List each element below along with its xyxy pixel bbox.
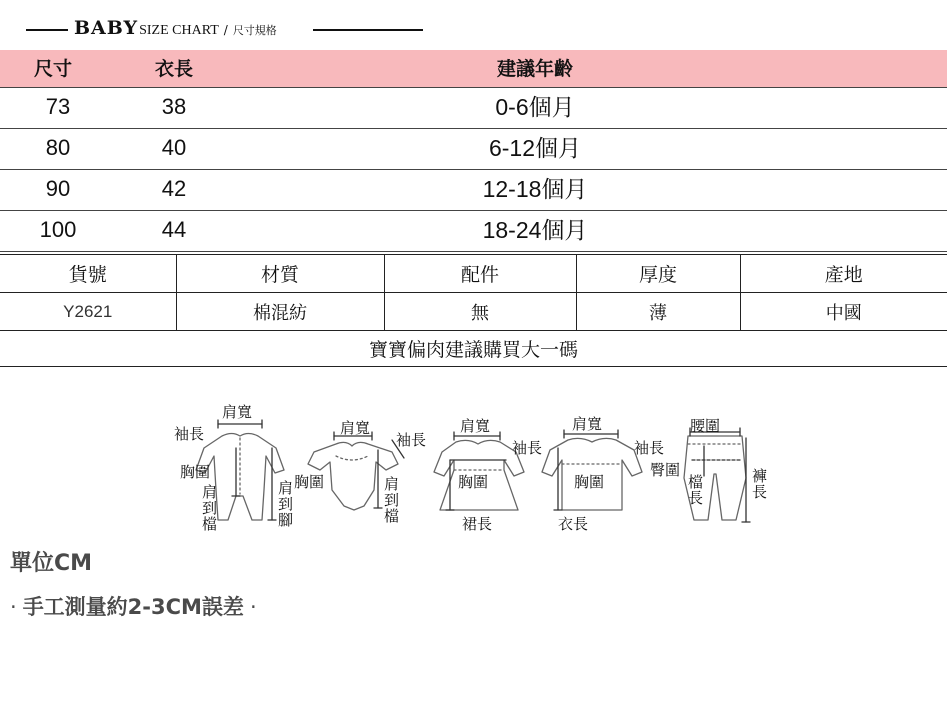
- info-value-thickness: 薄: [576, 293, 740, 331]
- pants-rise-label: 檔長: [688, 473, 704, 507]
- length-value: 38: [161, 94, 187, 119]
- size-value: 80: [45, 135, 71, 160]
- product-info-table: [0, 254, 947, 367]
- info-note-row: [0, 331, 947, 367]
- age-value: 6-12個月: [488, 135, 582, 161]
- romper-sleeve-label: 袖長: [174, 425, 205, 443]
- top-sleeve-label: 袖長: [634, 439, 665, 457]
- remark-text: 手工測量約2-3CM誤差: [22, 595, 244, 619]
- title-rule-left: [26, 29, 68, 31]
- title-main: BABY: [74, 17, 139, 39]
- romper-shoulder-foot-label: 肩到腳: [278, 479, 294, 529]
- size-table-header: [0, 50, 947, 87]
- dress-chest-label: 胸圍: [458, 473, 489, 491]
- length-value: 44: [161, 217, 187, 242]
- info-value-accessory: 無: [384, 293, 576, 331]
- chart-title: [0, 0, 947, 50]
- dress-sketch: [434, 432, 524, 510]
- info-value-material: 棉混紡: [176, 293, 384, 331]
- age-value: 0-6個月: [495, 94, 575, 120]
- measurement-diagram: [160, 398, 780, 548]
- info-value-code: Y2621: [0, 293, 176, 331]
- size-value: 73: [45, 94, 71, 119]
- size-row: [0, 169, 947, 210]
- pants-hip-label: 臀圍: [650, 461, 681, 479]
- size-row: [0, 210, 947, 252]
- info-header-row: [0, 255, 947, 293]
- title-rule-right: [313, 29, 423, 31]
- top-shoulder-label: 肩寬: [572, 415, 603, 433]
- bullet: ·: [249, 595, 257, 619]
- size-row: [0, 128, 947, 169]
- dress-skirt-label: 裙長: [462, 515, 493, 533]
- info-header-code: 貨號: [0, 255, 176, 293]
- pants-length-label: 褲長: [752, 467, 768, 501]
- title-slash: /: [223, 23, 228, 37]
- info-header-accessory: 配件: [384, 255, 576, 293]
- length-value: 42: [161, 176, 187, 201]
- title-sub: SIZE CHART: [139, 23, 219, 38]
- header-length: 衣長: [154, 58, 193, 80]
- size-row: [0, 87, 947, 128]
- pants-waist-label: 腰圍: [690, 417, 721, 435]
- measurement-remark: [10, 591, 257, 621]
- romper-shoulder-crotch-label: 肩到檔: [202, 483, 218, 533]
- title-cn: 尺寸規格: [232, 24, 277, 37]
- header-age: 建議年齡: [496, 58, 573, 80]
- bodysuit-chest-label: 胸圍: [294, 473, 325, 491]
- age-value: 12-18個月: [482, 176, 588, 202]
- sizing-note: 寶寶偏肉建議購買大一碼: [0, 331, 947, 367]
- size-table: [0, 50, 947, 252]
- romper-chest-label: 胸圍: [180, 463, 211, 481]
- title-text: [74, 17, 277, 39]
- unit-note: 單位CM: [10, 551, 93, 576]
- dress-shoulder-label: 肩寬: [460, 417, 491, 435]
- top-sketch: [542, 430, 642, 510]
- size-value: 100: [39, 217, 77, 242]
- info-header-origin: 產地: [740, 255, 947, 293]
- info-value-row: [0, 293, 947, 331]
- bodysuit-sleeve-label: 袖長: [396, 431, 427, 449]
- header-size: 尺寸: [33, 58, 72, 80]
- info-header-thickness: 厚度: [576, 255, 740, 293]
- age-value: 18-24個月: [482, 217, 588, 243]
- info-header-material: 材質: [176, 255, 384, 293]
- info-value-origin: 中國: [740, 293, 947, 331]
- bodysuit-shoulder-crotch-label: 肩到檔: [384, 475, 400, 525]
- bullet: ·: [10, 595, 17, 619]
- top-chest-label: 胸圍: [574, 473, 605, 491]
- romper-shoulder-label: 肩寬: [222, 403, 253, 421]
- length-value: 40: [161, 135, 187, 160]
- top-length-label: 衣長: [558, 515, 589, 533]
- size-value: 90: [45, 176, 71, 201]
- dress-sleeve-label: 袖長: [512, 439, 543, 457]
- bodysuit-shoulder-label: 肩寬: [340, 419, 371, 437]
